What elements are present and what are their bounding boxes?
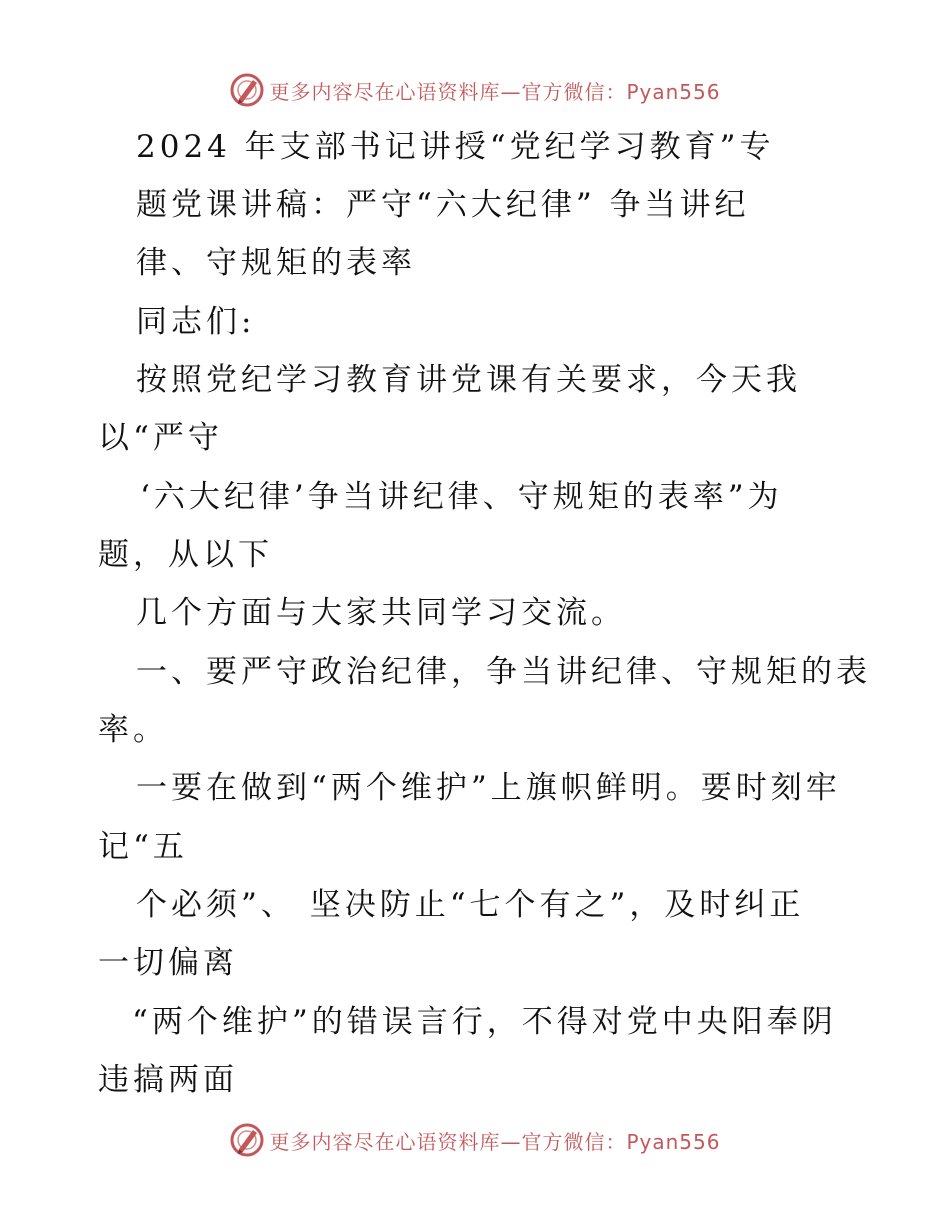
title-line-1: 2024 年支部书记讲授“党纪学习教育”专 xyxy=(136,129,775,165)
title-line-2: 题党课讲稿：严守“六大纪律” 争当讲纪 xyxy=(136,187,750,223)
paragraph-line: 违搞两面 xyxy=(98,1062,238,1098)
paragraph-line: 题，从以下 xyxy=(98,537,273,573)
section-heading-line: 一、要严守政治纪律，争当讲纪律、守规矩的表 xyxy=(136,654,871,690)
paragraph-line: “两个维护”的错误言行，不得对党中央阳奉阴 xyxy=(132,1004,837,1040)
footer-banner xyxy=(0,1120,950,1160)
salutation: 同志们: xyxy=(136,304,256,340)
section-heading-line: 率。 xyxy=(98,712,168,748)
paragraph-line: 几个方面与大家共同学习交流。 xyxy=(136,595,626,631)
paragraph-line: 个必须”、 坚决防止“七个有之”，及时纠正 xyxy=(136,887,805,923)
paragraph-line: 一切偏离 xyxy=(98,945,238,981)
paragraph-line: 记“五 xyxy=(98,829,188,865)
paragraph-line: 以“严守 xyxy=(98,420,223,456)
title-line-3: 律、守规矩的表率 xyxy=(136,245,416,281)
paragraph-line: 一要在做到“两个维护”上旗帜鲜明。要时刻牢 xyxy=(136,770,841,806)
paragraph-line: ‘六大纪律’争当讲纪律、守规矩的表率”为 xyxy=(140,479,783,515)
pen-logo-icon xyxy=(229,1122,265,1158)
footer-slogan: 更多内容尽在心语资料库—官方微信：Pyan556 xyxy=(269,1129,721,1154)
header-slogan: 更多内容尽在心语资料库—官方微信：Pyan556 xyxy=(269,79,721,104)
paragraph-line: 按照党纪学习教育讲党课有关要求，今天我 xyxy=(136,362,801,398)
